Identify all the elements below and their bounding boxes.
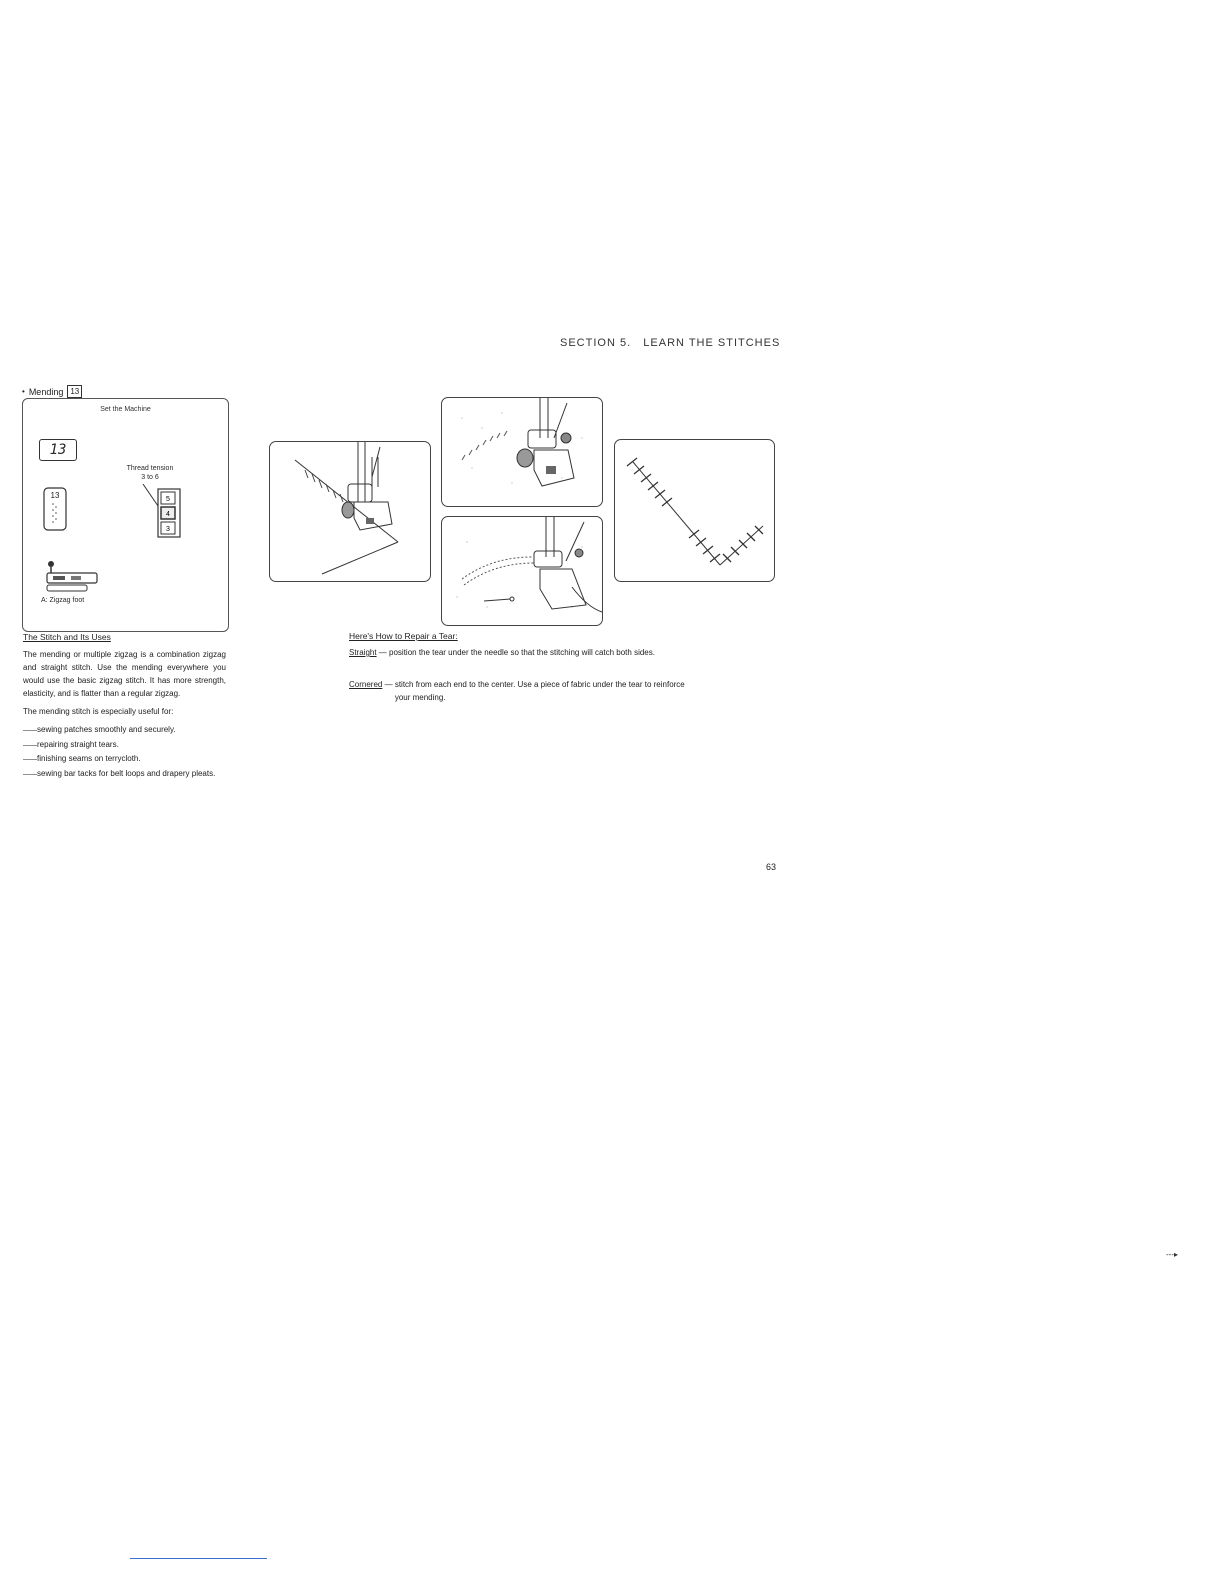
sewing-foot-patch-icon <box>442 398 602 506</box>
zigzag-foot-icon <box>45 559 101 595</box>
straight-tear-illustration <box>269 441 431 582</box>
useful-for-label: The mending stitch is especially useful for: <box>23 707 174 716</box>
step-text: position the tear under the needle so that the stitching will catch both sides. <box>389 648 655 657</box>
pattern-number-badge: 13 <box>67 385 82 398</box>
step-separator: — <box>382 680 395 689</box>
cornered-stitch-icon <box>615 440 774 581</box>
foot-label: A: Zigzag foot <box>41 597 85 604</box>
repair-step-straight <box>349 646 701 659</box>
list-item: —— sewing patches smoothly and securely. <box>23 723 226 738</box>
list-item: —— finishing seams on terrycloth. <box>23 752 226 767</box>
curved-seam-illustration <box>441 516 603 626</box>
repair-step-cornered <box>349 678 701 704</box>
stitch-display: 13 <box>39 439 77 461</box>
tension-mark-3: 3 <box>166 526 170 533</box>
section-header: SECTION 5. LEARN THE STITCHES <box>560 337 781 349</box>
sewing-foot-straight-icon <box>270 442 430 581</box>
bullet: • <box>22 387 25 396</box>
cornered-tear-illustration <box>614 439 775 582</box>
list-item: —— sewing bar tacks for belt loops and drapery pleats. <box>23 767 226 782</box>
step-separator: — <box>376 648 390 657</box>
stitch-uses-paragraph: The mending or multiple zigzag is a combination zigzag and straight stitch. Use the mending everywhere you would use the basic zigzag stitch. It has more strength, elasticity, and is flatter than a regular zigzag. <box>23 650 226 698</box>
step-text: stitch from each end to the center. Use a piece of fabric under the tear to reinforce your mending. <box>394 680 685 702</box>
zigzag-patch-illustration <box>441 397 603 507</box>
dial-number: 13 <box>50 491 60 500</box>
sewing-foot-curved-icon <box>442 517 602 625</box>
step-term: Cornered <box>349 680 383 689</box>
tension-dial-icon <box>128 484 183 539</box>
mending-label: Mending <box>28 386 64 397</box>
tension-mark-4: 4 <box>166 511 170 518</box>
uses-list <box>23 723 226 781</box>
set-machine-panel <box>22 398 229 632</box>
repair-heading: Here's How to Repair a Tear: <box>349 631 458 641</box>
stitch-uses-body <box>23 648 226 781</box>
pattern-dial-icon <box>43 487 69 533</box>
corner-mark: ---▸ <box>1166 1250 1179 1259</box>
step-term: Straight <box>349 648 377 657</box>
footer-rule <box>130 1558 267 1559</box>
stitch-uses-heading: The Stitch and Its Uses <box>23 632 111 642</box>
page-number: 63 <box>766 862 777 872</box>
set-machine-title: Set the Machine <box>100 406 151 413</box>
tension-mark-5: 5 <box>166 496 170 503</box>
list-item: —— repairing straight tears. <box>23 738 226 753</box>
thread-tension-label: Thread tension 3 to 6 <box>126 465 174 481</box>
mending-title <box>22 385 82 398</box>
